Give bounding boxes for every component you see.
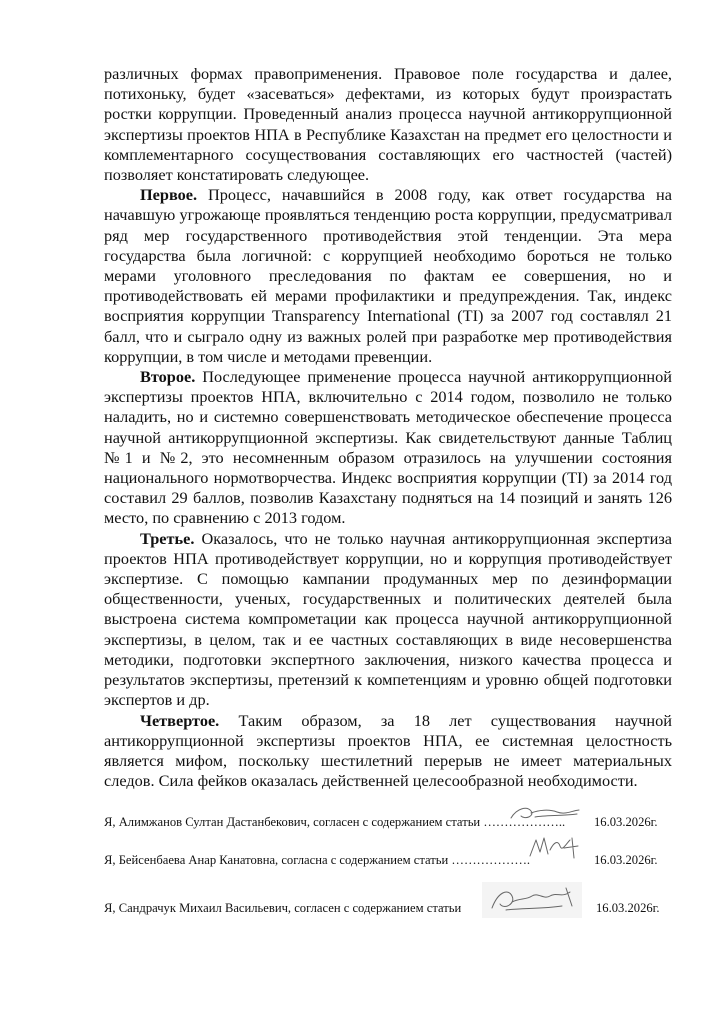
paragraph-lead: Первое. <box>140 185 198 205</box>
paragraph-text: различных формах правоприменения. Правовое поле государства и далее, потихоньку, будет «засеваться» дефектами, из которых будут произрастать ростки коррупции. Проведенный анализ процесса научной антикоррупционной экспертизы проектов НПА в Республике Казахстан на предмет его целостности и комплементарного сосуществования составляющих его частностей (частей) позволяет констатировать следующее. <box>104 64 672 185</box>
signature-line-2 <box>104 853 684 868</box>
paragraph-text: Оказалось, что не только научная антикоррупционная экспертиза проектов НПА противодействует коррупции, но и коррупция противодействует экспертизе. С помощью кампании продуманных мер по дезинформации общественности, ученых, государственных и политических деятелей была выстроена система компрометации как процесса научной антикоррупционной экспертизы, в целом, так и ее частных составляющих в виде несовершенства методики, подготовки экспертного заключения, низкого качества процесса и результатов экспертизы, претензий к компетенциям и уровню общей подготовки экспертов и др. <box>104 528 672 710</box>
handwritten-signature-2 <box>524 832 584 862</box>
signature-statement: Я, Сандрачук Михаил Васильевич, согласен с содержанием статьи <box>104 901 462 915</box>
paragraph-first <box>104 185 672 367</box>
signature-date: 16.03.2026г. <box>594 853 658 867</box>
handwritten-signature-1 <box>505 802 585 824</box>
paragraph-lead: Второе. <box>140 367 196 387</box>
handwritten-signature-3 <box>482 882 582 918</box>
paragraph-third <box>104 529 672 711</box>
paragraph-fourth <box>104 711 672 792</box>
paragraph-intro <box>104 64 672 185</box>
paragraph-text: Процесс, начавшийся в 2008 году, как ответ государства на начавшую угрожающе проявляться тенденцию роста коррупции, предусматривал ряд мер государственного противодействия этой тенденции. Эта мера государства была логичной: с коррупцией необходимо бороться не только мерами уголовного преследования по фактам ее совершения, но и противодействовать ей мерами профилактики и предупреждения. Так, индекс восприятия коррупции Transparency International (TI) за 2007 год составлял 21 балл, что и сыграло одну из важных ролей при разработке мер противодействия коррупции, в том числе и методами превенции. <box>104 185 672 366</box>
signature-date: 16.03.2026г. <box>594 815 658 829</box>
article-body <box>104 64 672 791</box>
signature-date: 16.03.2026г. <box>596 901 660 915</box>
paragraph-lead: Четвертое. <box>140 710 220 730</box>
signature-statement: Я, Бейсенбаева Анар Канатовна, согласна с содержанием статьи ………………. <box>104 853 531 867</box>
paragraph-second <box>104 367 672 529</box>
signature-statement: Я, Алимжанов Султан Дастанбекович, согласен с содержанием статьи ……………….. <box>104 815 566 829</box>
paragraph-lead: Третье. <box>140 528 195 548</box>
paragraph-text: Таким образом, за 18 лет существования научной антикоррупционной экспертизы проектов НПА, ее системная целостность является мифом, поскольку шестилетний перерыв не имеет материальных следов. Сила фейков оказалась действенней целесообразной необходимости. <box>104 710 672 791</box>
paragraph-text: Последующее применение процесса научной антикоррупционной экспертизы проектов НПА, включительно с 2014 годом, позволило не только наладить, но и системно совершенствовать методическое обеспечение процесса научной антикоррупционной экспертизы. Как свидетельствуют данные Таблиц №1 и №2, это несомненным образом отразилось на улучшении состояния национального нормотворчества. Индекс восприятия коррупции (TI) за 2014 год составил 29 баллов, позволив Казахстану подняться на 14 позиций и занять 126 место, по сравнению с 2013 годом. <box>104 367 672 528</box>
signature-line-3 <box>104 901 684 916</box>
signature-line-1 <box>104 815 684 830</box>
